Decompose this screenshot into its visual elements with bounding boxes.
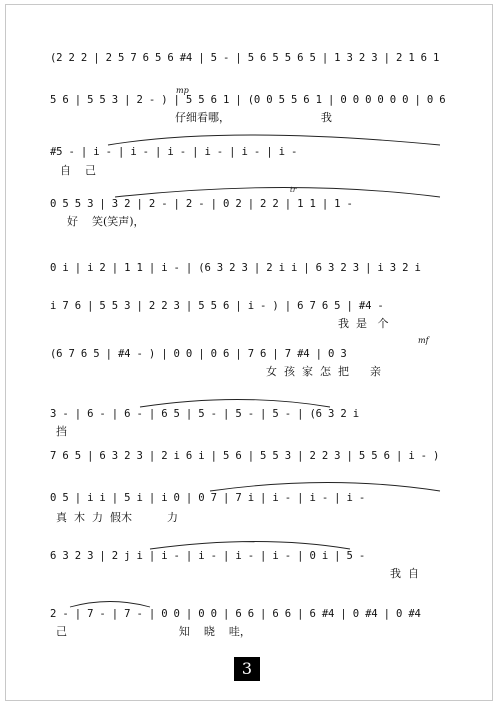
notation-line-6: i 7 6 | 5 5 3 | 2 2 3 | 5 5 6 | i - ) | 6 7 6 5 | #4 - [50, 300, 384, 312]
notation-line-5: 0 i | i 2 | 1 1 | i - | (6 3 2 3 | 2 i i | 6 3 2 3 | i 3 2 i [50, 262, 421, 274]
trill-mark: tr [290, 186, 297, 194]
dynamic-mp: mp [176, 86, 189, 95]
notation-line-8: 3 - | 6 - | 6 - | 6 5 | 5 - | 5 - | 5 - | (6 3 2 i [50, 408, 359, 420]
page-number: 3 [234, 657, 260, 681]
lyric-line-2: 仔细看哪， 我 [175, 111, 332, 124]
notation-line-10: 0 5 | i i | 5 i | i 0 | 0 7 | 7 i | i - | i - | i - [50, 492, 366, 504]
dynamic-mf: mf [418, 336, 429, 345]
notation-line-12: 2 - | 7 - | 7 - | 0 0 | 0 0 | 6 6 | 6 6 | 6 #4 | 0 #4 | 0 #4 [50, 608, 421, 620]
notation-line-4: 0 5 5 3 | 3 2 | 2 - | 2 - | 0 2 | 2 2 | 1 1 | 1 - [50, 198, 353, 210]
lyric-line-7: 女 孩 家 怎 把 亲 [266, 365, 381, 378]
lyric-line-3: 自 己 [60, 164, 96, 177]
notation-line-1: (2 2 2 | 2 5 7 6 5 6 #4 | 5 - | 5 6 5 5 6 5 | 1 3 2 3 | 2 1 6 1 [50, 52, 440, 64]
lyric-line-12: 己 知 晓 哇， [56, 625, 251, 638]
notation-line-9: 7 6 5 | 6 3 2 3 | 2 i 6 i | 5 6 | 5 5 3 | 2 2 3 | 5 5 6 | i - ) [50, 450, 440, 462]
lyric-line-11: 我 自 [390, 567, 419, 580]
lyric-line-6: 我 是 个 [338, 317, 389, 330]
lyric-line-8: 挡 [56, 425, 67, 438]
notation-line-2: 5 6 | 5 5 3 | 2 - ) | 5 5 6 1 | (0 0 5 5 6 1 | 0 0 0 0 0 0 | 0 6 [50, 94, 446, 106]
lyric-line-4: 好 笑(笑声)， [60, 215, 145, 228]
notation-line-7: (6 7 6 5 | #4 - ) | 0 0 | 0 6 | 7 6 | 7 #4 | 0 3 [50, 348, 347, 360]
notation-line-11: 6 3 2 3 | 2 j i | i - | i - | i - | i - | 0 i | 5 - [50, 550, 366, 562]
lyric-line-10: 真 木 力 假木 力 [56, 511, 178, 524]
notation-line-3: #5 - | i - | i - | i - | i - | i - | i - [50, 146, 298, 158]
